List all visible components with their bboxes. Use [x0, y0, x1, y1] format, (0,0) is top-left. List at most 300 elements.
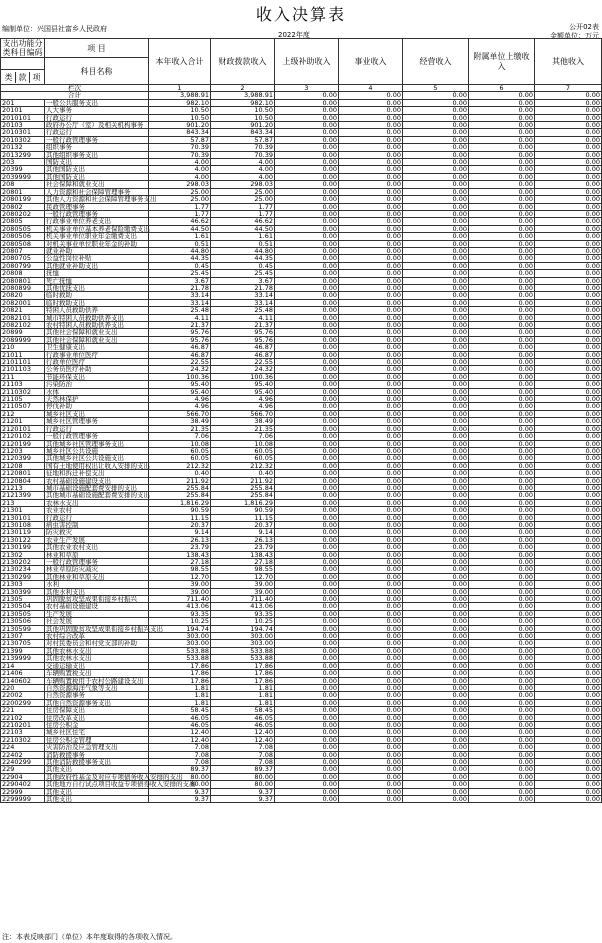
row-affiliate-income: 0.00 — [469, 99, 535, 106]
total-label: 合计 — [1, 92, 149, 99]
row-total-income: 7.08 — [149, 744, 211, 751]
row-name: 其他自然资源事务支出 — [45, 699, 149, 706]
row-superior-subsidy: 0.00 — [275, 336, 339, 343]
col-num-2: 2 — [211, 85, 275, 92]
table-row — [1, 381, 602, 388]
row-superior-subsidy: 0.00 — [275, 107, 339, 114]
table-row — [1, 581, 602, 588]
row-fiscal-income: 46.87 — [211, 344, 275, 351]
row-name: 消防救援事务 — [45, 751, 149, 758]
row-affiliate-income: 0.00 — [469, 692, 535, 699]
row-superior-subsidy: 0.00 — [275, 255, 339, 262]
row-operating-income: 0.00 — [403, 625, 469, 632]
row-code: 2080202 — [1, 210, 45, 217]
row-superior-subsidy: 0.00 — [275, 462, 339, 469]
row-superior-subsidy: 0.00 — [275, 566, 339, 573]
row-code: 21105 — [1, 396, 45, 403]
row-code: 20103 — [1, 122, 45, 129]
row-fiscal-income: 80.00 — [211, 781, 275, 788]
row-total-income: 1.77 — [149, 210, 211, 217]
row-code: 21301 — [1, 507, 45, 514]
row-fiscal-income: 44.80 — [211, 247, 275, 254]
row-operating-income: 0.00 — [403, 203, 469, 210]
row-other-income: 0.00 — [535, 581, 602, 588]
row-affiliate-income: 0.00 — [469, 751, 535, 758]
row-code: 22102 — [1, 714, 45, 721]
row-total-income: 44.50 — [149, 225, 211, 232]
row-business-income: 0.00 — [339, 670, 403, 677]
row-other-income: 0.00 — [535, 462, 602, 469]
row-operating-income: 0.00 — [403, 640, 469, 647]
row-total-income: 1,816.29 — [149, 499, 211, 506]
row-total-income: 901.20 — [149, 122, 211, 129]
table-row — [1, 307, 602, 314]
row-fiscal-income: 533.88 — [211, 647, 275, 654]
header-kuan: 款 — [16, 72, 30, 83]
row-other-income: 0.00 — [535, 159, 602, 166]
row-operating-income: 0.00 — [403, 173, 469, 180]
row-code: 2130119 — [1, 529, 45, 536]
row-superior-subsidy: 0.00 — [275, 418, 339, 425]
row-total-income: 0.40 — [149, 470, 211, 477]
row-other-income: 0.00 — [535, 670, 602, 677]
row-total-income: 11.15 — [149, 514, 211, 521]
row-fiscal-income: 25.00 — [211, 188, 275, 195]
row-fiscal-income: 4.00 — [211, 166, 275, 173]
row-other-income: 0.00 — [535, 455, 602, 462]
row-business-income: 0.00 — [339, 136, 403, 143]
row-operating-income: 0.00 — [403, 373, 469, 380]
row-code: 20399 — [1, 166, 45, 173]
row-business-income: 0.00 — [339, 596, 403, 603]
row-affiliate-income: 0.00 — [469, 729, 535, 736]
row-other-income: 0.00 — [535, 396, 602, 403]
row-superior-subsidy: 0.00 — [275, 507, 339, 514]
row-fiscal-income: 0.51 — [211, 240, 275, 247]
row-operating-income: 0.00 — [403, 655, 469, 662]
row-fiscal-income: 44.35 — [211, 255, 275, 262]
row-name: 其他农业农村支出 — [45, 544, 149, 551]
row-operating-income: 0.00 — [403, 736, 469, 743]
row-code: 2200299 — [1, 699, 45, 706]
header-col-4: 事业收入 — [339, 39, 403, 85]
row-superior-subsidy: 0.00 — [275, 284, 339, 291]
row-code: 2110302 — [1, 388, 45, 395]
row-superior-subsidy: 0.00 — [275, 122, 339, 129]
row-total-income: 10.08 — [149, 440, 211, 447]
row-affiliate-income: 0.00 — [469, 544, 535, 551]
row-business-income: 0.00 — [339, 196, 403, 203]
row-other-income: 0.00 — [535, 521, 602, 528]
row-superior-subsidy: 0.00 — [275, 536, 339, 543]
row-total-income: 60.05 — [149, 455, 211, 462]
row-superior-subsidy: 0.00 — [275, 277, 339, 284]
row-name: 国防支出 — [45, 159, 149, 166]
row-name: 林业和草原 — [45, 551, 149, 558]
row-business-income: 0.00 — [339, 173, 403, 180]
row-superior-subsidy: 0.00 — [275, 218, 339, 225]
row-name: 行政单位医疗 — [45, 359, 149, 366]
row-name: 死亡抚恤 — [45, 277, 149, 284]
row-fiscal-income: 3.67 — [211, 277, 275, 284]
row-business-income: 0.00 — [339, 381, 403, 388]
row-fiscal-income: 0.40 — [211, 470, 275, 477]
row-other-income: 0.00 — [535, 692, 602, 699]
row-operating-income: 0.00 — [403, 136, 469, 143]
row-fiscal-income: 12.40 — [211, 729, 275, 736]
row-name: 车辆购置税支出 — [45, 670, 149, 677]
row-superior-subsidy: 0.00 — [275, 99, 339, 106]
row-fiscal-income: 38.49 — [211, 418, 275, 425]
row-operating-income: 0.00 — [403, 381, 469, 388]
row-total-income: 1.81 — [149, 699, 211, 706]
row-name: 其他人力资源和社会保障管理事务支出 — [46, 195, 157, 204]
row-name: 其他城乡社区管理事务支出 — [45, 440, 149, 447]
row-code: 2080899 — [1, 284, 45, 291]
row-total-income: 100.36 — [149, 373, 211, 380]
row-name: 病虫害控制 — [45, 521, 149, 528]
row-business-income: 0.00 — [339, 618, 403, 625]
row-affiliate-income: 0.00 — [469, 788, 535, 795]
row-name: 行政事业单位养老支出 — [45, 218, 149, 225]
row-affiliate-income: 0.00 — [469, 573, 535, 580]
row-name: 住房保障支出 — [45, 707, 149, 714]
row-affiliate-income: 0.00 — [469, 210, 535, 217]
row-affiliate-income: 0.00 — [469, 366, 535, 373]
row-name: 水利 — [45, 581, 149, 588]
row-superior-subsidy: 0.00 — [275, 721, 339, 728]
row-operating-income: 0.00 — [403, 233, 469, 240]
table-row — [1, 373, 602, 380]
row-code: 20808 — [1, 270, 45, 277]
row-superior-subsidy: 0.00 — [275, 144, 339, 151]
row-code: 22904 — [1, 773, 45, 780]
table-row — [1, 744, 602, 751]
row-total-income: 12.40 — [149, 729, 211, 736]
row-superior-subsidy: 0.00 — [275, 292, 339, 299]
row-total-income: 212.32 — [149, 462, 211, 469]
row-superior-subsidy: 0.00 — [275, 751, 339, 758]
table-row — [1, 196, 602, 203]
row-name: 其他地方自行试点项目收益专项债券收入安排的支出 — [46, 780, 196, 789]
row-fiscal-income: 33.14 — [211, 292, 275, 299]
row-fiscal-income: 10.50 — [211, 107, 275, 114]
row-name: 一般公共服务支出 — [45, 99, 149, 106]
row-code: 2080508 — [1, 240, 45, 247]
row-fiscal-income: 95.76 — [211, 336, 275, 343]
row-business-income: 0.00 — [339, 499, 403, 506]
row-affiliate-income: 0.00 — [469, 225, 535, 232]
row-superior-subsidy: 0.00 — [275, 440, 339, 447]
row-affiliate-income: 0.00 — [469, 721, 535, 728]
row-total-income: 58.45 — [149, 707, 211, 714]
row-superior-subsidy: 0.00 — [275, 514, 339, 521]
table-row — [1, 270, 602, 277]
row-other-income: 0.00 — [535, 210, 602, 217]
row-total-income: 25.00 — [149, 196, 211, 203]
row-fiscal-income: 533.88 — [211, 655, 275, 662]
row-other-income: 0.00 — [535, 796, 602, 803]
header-code-blank — [1, 58, 45, 70]
row-business-income: 0.00 — [339, 692, 403, 699]
row-superior-subsidy: 0.00 — [275, 159, 339, 166]
row-other-income: 0.00 — [535, 470, 602, 477]
row-affiliate-income: 0.00 — [469, 499, 535, 506]
row-name: 社会发展 — [45, 618, 149, 625]
row-other-income: 0.00 — [535, 151, 602, 158]
table-row — [1, 99, 602, 106]
row-operating-income: 0.00 — [403, 677, 469, 684]
lanci-row — [1, 85, 602, 92]
row-fiscal-income: 70.39 — [211, 144, 275, 151]
col-num-3: 3 — [275, 85, 339, 92]
table-number: 公开02表 — [569, 23, 599, 31]
row-code: 2039999 — [1, 173, 45, 180]
row-business-income: 0.00 — [339, 366, 403, 373]
row-superior-subsidy: 0.00 — [275, 655, 339, 662]
income-table — [0, 38, 602, 803]
row-affiliate-income: 0.00 — [469, 277, 535, 284]
row-other-income: 0.00 — [535, 640, 602, 647]
row-affiliate-income: 0.00 — [469, 484, 535, 491]
row-affiliate-income: 0.00 — [469, 514, 535, 521]
row-superior-subsidy: 0.00 — [275, 351, 339, 358]
row-operating-income: 0.00 — [403, 788, 469, 795]
row-name: 水体 — [45, 388, 149, 395]
row-total-income: 566.70 — [149, 410, 211, 417]
row-affiliate-income: 0.00 — [469, 351, 535, 358]
row-fiscal-income: 7.08 — [211, 758, 275, 765]
row-superior-subsidy: 0.00 — [275, 781, 339, 788]
table-row — [1, 136, 602, 143]
row-code: 2120199 — [1, 440, 45, 447]
row-affiliate-income: 0.00 — [469, 136, 535, 143]
row-business-income: 0.00 — [339, 736, 403, 743]
row-affiliate-income: 0.00 — [469, 566, 535, 573]
row-business-income: 0.00 — [339, 144, 403, 151]
row-total-income: 4.96 — [149, 403, 211, 410]
row-business-income: 0.00 — [339, 181, 403, 188]
row-other-income: 0.00 — [535, 433, 602, 440]
row-code: 20807 — [1, 247, 45, 254]
row-other-income: 0.00 — [535, 551, 602, 558]
row-code: 20821 — [1, 307, 45, 314]
row-operating-income: 0.00 — [403, 714, 469, 721]
row-superior-subsidy: 0.00 — [275, 381, 339, 388]
header-xiang: 项 — [32, 72, 41, 82]
row-operating-income: 0.00 — [403, 596, 469, 603]
row-total-income: 4.00 — [149, 159, 211, 166]
row-affiliate-income: 0.00 — [469, 329, 535, 336]
row-name: 特困人员救助供养 — [45, 307, 149, 314]
row-affiliate-income: 0.00 — [469, 455, 535, 462]
row-other-income: 0.00 — [535, 114, 602, 121]
row-name: 城市基础设施配套费安排的支出 — [45, 484, 149, 491]
row-affiliate-income: 0.00 — [469, 433, 535, 440]
row-business-income: 0.00 — [339, 544, 403, 551]
row-operating-income: 0.00 — [403, 559, 469, 566]
total-value-1: 3,988.91 — [149, 92, 211, 99]
row-business-income: 0.00 — [339, 277, 403, 284]
table-row — [1, 418, 602, 425]
table-row — [1, 514, 602, 521]
row-business-income: 0.00 — [339, 766, 403, 773]
row-operating-income: 0.00 — [403, 603, 469, 610]
row-other-income: 0.00 — [535, 225, 602, 232]
row-total-income: 80.00 — [149, 781, 211, 788]
row-name: 一般行政管理事务 — [45, 433, 149, 440]
row-affiliate-income: 0.00 — [469, 796, 535, 803]
row-total-income: 70.39 — [149, 144, 211, 151]
row-fiscal-income: 17.86 — [211, 670, 275, 677]
row-name: 自然资源海洋气象等支出 — [45, 684, 149, 691]
row-name: 行政运行 — [45, 129, 149, 136]
row-fiscal-income: 1.81 — [211, 699, 275, 706]
row-business-income: 0.00 — [339, 781, 403, 788]
row-operating-income: 0.00 — [403, 425, 469, 432]
row-other-income: 0.00 — [535, 307, 602, 314]
table-row — [1, 166, 602, 173]
row-affiliate-income: 0.00 — [469, 173, 535, 180]
row-other-income: 0.00 — [535, 655, 602, 662]
row-business-income: 0.00 — [339, 403, 403, 410]
row-other-income: 0.00 — [535, 507, 602, 514]
row-superior-subsidy: 0.00 — [275, 529, 339, 536]
row-total-income: 89.37 — [149, 766, 211, 773]
table-row — [1, 699, 602, 706]
row-code: 21303 — [1, 581, 45, 588]
row-superior-subsidy: 0.00 — [275, 196, 339, 203]
row-total-income: 303.00 — [149, 633, 211, 640]
row-code: 2110507 — [1, 403, 45, 410]
row-fiscal-income: 57.87 — [211, 136, 275, 143]
table-row — [1, 670, 602, 677]
row-name: 其他组织事务支出 — [45, 151, 149, 158]
row-superior-subsidy: 0.00 — [275, 329, 339, 336]
row-name: 其他支出 — [45, 796, 149, 803]
row-operating-income: 0.00 — [403, 766, 469, 773]
row-name: 行政事业单位医疗 — [45, 351, 149, 358]
row-superior-subsidy: 0.00 — [275, 788, 339, 795]
row-business-income: 0.00 — [339, 773, 403, 780]
row-total-income: 95.40 — [149, 388, 211, 395]
row-total-income: 7.08 — [149, 751, 211, 758]
row-other-income: 0.00 — [535, 166, 602, 173]
row-business-income: 0.00 — [339, 299, 403, 306]
row-total-income: 533.88 — [149, 655, 211, 662]
row-fiscal-income: 7.08 — [211, 751, 275, 758]
row-superior-subsidy: 0.00 — [275, 714, 339, 721]
row-other-income: 0.00 — [535, 699, 602, 706]
row-affiliate-income: 0.00 — [469, 462, 535, 469]
row-operating-income: 0.00 — [403, 536, 469, 543]
row-name: 其他国防支出 — [45, 173, 149, 180]
row-business-income: 0.00 — [339, 218, 403, 225]
row-business-income: 0.00 — [339, 751, 403, 758]
row-code: 2130101 — [1, 514, 45, 521]
row-operating-income: 0.00 — [403, 255, 469, 262]
row-business-income: 0.00 — [339, 210, 403, 217]
row-business-income: 0.00 — [339, 455, 403, 462]
row-operating-income: 0.00 — [403, 299, 469, 306]
row-other-income: 0.00 — [535, 299, 602, 306]
row-business-income: 0.00 — [339, 684, 403, 691]
row-total-income: 4.11 — [149, 314, 211, 321]
row-operating-income: 0.00 — [403, 581, 469, 588]
row-operating-income: 0.00 — [403, 270, 469, 277]
row-total-income: 23.79 — [149, 544, 211, 551]
row-affiliate-income: 0.00 — [469, 373, 535, 380]
row-code: 21208 — [1, 462, 45, 469]
row-business-income: 0.00 — [339, 714, 403, 721]
table-row — [1, 262, 602, 269]
row-code: 2010101 — [1, 114, 45, 121]
row-fiscal-income: 21.35 — [211, 425, 275, 432]
row-business-income: 0.00 — [339, 255, 403, 262]
table-row — [1, 655, 602, 662]
row-business-income: 0.00 — [339, 233, 403, 240]
col-num-1: 1 — [149, 85, 211, 92]
row-code: 21103 — [1, 381, 45, 388]
row-total-income: 46.87 — [149, 351, 211, 358]
row-code: 214 — [1, 662, 45, 669]
row-operating-income: 0.00 — [403, 218, 469, 225]
row-operating-income: 0.00 — [403, 507, 469, 514]
row-affiliate-income: 0.00 — [469, 588, 535, 595]
row-total-income: 12.40 — [149, 736, 211, 743]
row-fiscal-income: 7.06 — [211, 433, 275, 440]
row-name: 住房改革支出 — [45, 714, 149, 721]
row-affiliate-income: 0.00 — [469, 255, 535, 262]
row-operating-income: 0.00 — [403, 262, 469, 269]
row-code: 2089999 — [1, 336, 45, 343]
row-business-income: 0.00 — [339, 625, 403, 632]
row-business-income: 0.00 — [339, 292, 403, 299]
row-other-income: 0.00 — [535, 773, 602, 780]
row-business-income: 0.00 — [339, 151, 403, 158]
row-fiscal-income: 1.61 — [211, 233, 275, 240]
table-row — [1, 781, 602, 788]
row-affiliate-income: 0.00 — [469, 766, 535, 773]
row-other-income: 0.00 — [535, 499, 602, 506]
row-operating-income: 0.00 — [403, 773, 469, 780]
row-business-income: 0.00 — [339, 462, 403, 469]
row-business-income: 0.00 — [339, 107, 403, 114]
row-name: 节能环保支出 — [45, 373, 149, 380]
row-business-income: 0.00 — [339, 247, 403, 254]
row-superior-subsidy: 0.00 — [275, 588, 339, 595]
row-affiliate-income: 0.00 — [469, 477, 535, 484]
row-name: 灾害防治及应急管理支出 — [45, 744, 149, 751]
row-affiliate-income: 0.00 — [469, 388, 535, 395]
row-fiscal-income: 138.43 — [211, 551, 275, 558]
col-num-5: 5 — [403, 85, 469, 92]
row-total-income: 95.76 — [149, 329, 211, 336]
row-code: 2120101 — [1, 425, 45, 432]
row-operating-income: 0.00 — [403, 514, 469, 521]
row-superior-subsidy: 0.00 — [275, 477, 339, 484]
row-operating-income: 0.00 — [403, 544, 469, 551]
row-code: 2080799 — [1, 262, 45, 269]
row-code: 21307 — [1, 633, 45, 640]
row-code: 220 — [1, 684, 45, 691]
row-name: 临时救助 — [45, 292, 149, 299]
row-code: 2130506 — [1, 618, 45, 625]
row-fiscal-income: 39.00 — [211, 588, 275, 595]
total-value-6: 0.00 — [469, 92, 535, 99]
table-row — [1, 796, 602, 803]
row-total-income: 27.18 — [149, 559, 211, 566]
